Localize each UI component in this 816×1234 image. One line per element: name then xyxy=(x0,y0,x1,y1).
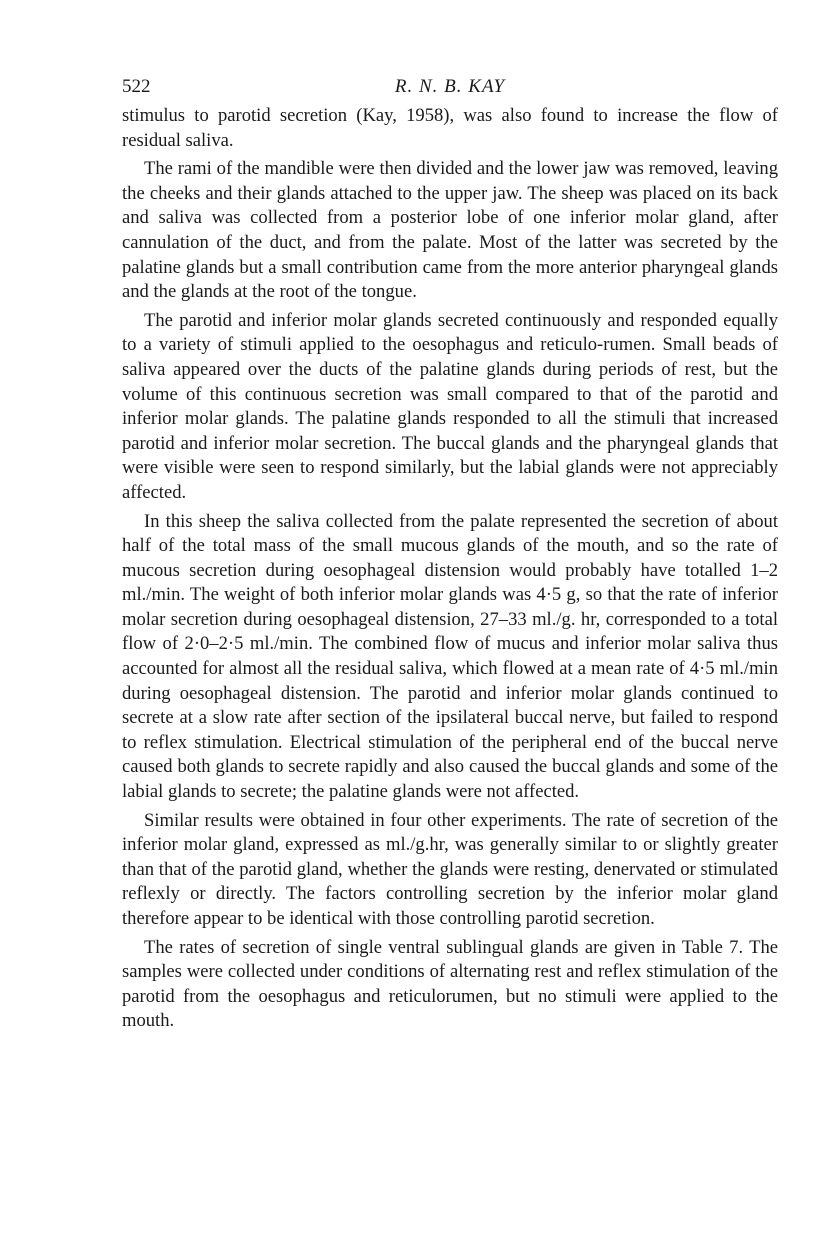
journal-page xyxy=(122,74,778,1034)
paragraph: In this sheep the saliva collected from the palate represented the secretion of about half of the total mass of the small mucous glands of the mouth, and so the rate of mucous secretion during oesophageal distension would probably have totalled 1–2 ml./min. The weight of both inferior molar glands was 4·5 g, so that the rate of inferior molar secretion during oesophageal distension, 27–33 ml./g. hr, corresponded to a total flow of 2·0–2·5 ml./min. The combined flow of mucus and inferior molar saliva thus accounted for almost all the residual saliva, which flowed at a mean rate of 4·5 ml./min during oesophageal distension. The parotid and inferior molar glands continued to secrete at a slow rate after section of the ipsilateral buccal nerve, but failed to respond to reflex stimulation. Electrical stimulation of the peripheral end of the buccal nerve caused both glands to secrete rapidly and also caused the buccal glands and some of the labial glands to secrete; the palatine glands were not affected. xyxy=(122,510,778,803)
running-head-author: R. N. B. KAY xyxy=(394,76,506,97)
page-header xyxy=(122,74,778,100)
paragraph: The rates of secretion of single ventral sublingual glands are given in Table 7. The samples were collected under conditions of alternating rest and reflex stimulation of the parotid from the oesophagus and reticulorumen, but no stimuli were applied to the mouth. xyxy=(122,936,778,1032)
page-number: 522 xyxy=(122,76,151,97)
body-text xyxy=(122,104,778,1034)
paragraph: Similar results were obtained in four other experiments. The rate of secretion of the inferior molar gland, expressed as ml./g.hr, was generally similar to or slightly greater than that of the parotid gland, whether the glands were resting, denervated or stimulated reflexly or directly. The factors controlling secretion by the inferior molar gland therefore appear to be identical with those controlling parotid secretion. xyxy=(122,809,778,929)
paragraph: The parotid and inferior molar glands secreted continuously and responded equally to a variety of stimuli applied to the oesophagus and reticulo-rumen. Small beads of saliva appeared over the ducts of the palatine glands during periods of rest, but the volume of this continuous secretion was small compared to that of the parotid and inferior molar glands. The palatine glands responded to all the stimuli that increased parotid and inferior molar secretion. The buccal glands and the pharyngeal glands that were visible were seen to respond similarly, but the labial glands were not appreciably affected. xyxy=(122,309,778,503)
paragraph-continued: stimulus to parotid secretion (Kay, 1958), was also found to increase the flow of residual saliva. xyxy=(122,105,778,151)
paragraph: The rami of the mandible were then divided and the lower jaw was removed, leaving the cheeks and their glands attached to the upper jaw. The sheep was placed on its back and saliva was collected from a posterior lobe of one inferior molar gland, after cannulation of the duct, and from the palate. Most of the latter was secreted by the palatine glands but a small contribution came from the more anterior pharyngeal glands and the glands at the root of the tongue. xyxy=(122,158,778,303)
